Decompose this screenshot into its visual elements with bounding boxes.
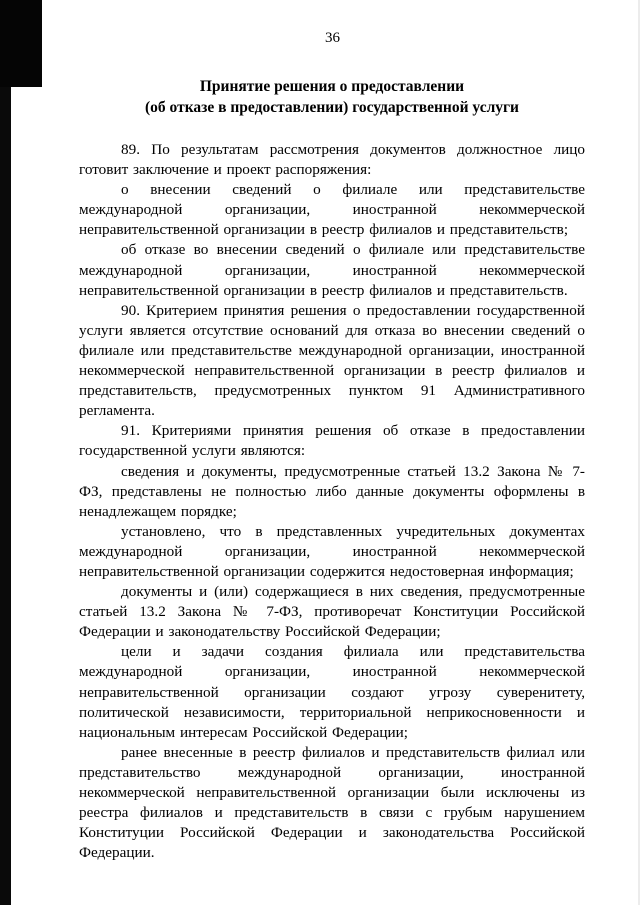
- body-text: [79, 140, 585, 863]
- paragraph: документы и (или) содержащиеся в них сведения, предусмотренные статьей 13.2 Закона № 7-ФЗ, противоречат Конституции Российской Федерации и законодательству Российской Федерации;: [79, 583, 585, 641]
- paragraph: ранее внесенные в реестр филиалов и представительств филиал или представительство международной организации, иностранной некоммерческой неправительственной организации были исключены из реестра филиалов и представительств в связи с грубым нарушением Конституции Российской Федерации и законодательства Российской Федерации.: [79, 743, 585, 862]
- paragraph: 89. По результатам рассмотрения документов должностное лицо готовит заключение и проект распоряжения:: [79, 141, 585, 179]
- paragraph: сведения и документы, предусмотренные статьей 13.2 Закона № 7-ФЗ, представлены не полностью либо данные документы оформлены в ненадлежащем порядке;: [79, 462, 585, 520]
- page-number: 36: [325, 30, 340, 46]
- section-heading-line-1: Принятие решения о предоставлении: [199, 78, 465, 95]
- left-margin-scan-bar: [0, 0, 11, 905]
- page-content: [79, 76, 585, 863]
- paragraph: об отказе во внесении сведений о филиале или представительстве международной организации, иностранной некоммерческой неправительственной организации в реестр филиалов и представительств.: [79, 241, 585, 299]
- paragraph: установлено, что в представленных учредительных документах международной организации, иностранной некоммерческой неправительственной организации содержится недостоверная информация;: [79, 522, 585, 580]
- paragraph: 90. Критерием принятия решения о предоставлении государственной услуги является отсутствие оснований для отказа во внесении сведений о филиале или представительстве международной организации, иностранной некоммерческой неправительственной организации в реестр филиалов и представительств, предусмотренных пунктом 91 Административного регламента.: [79, 301, 585, 420]
- paragraph: 91. Критериями принятия решения об отказе в предоставлении государственной услуги являются:: [79, 422, 585, 460]
- section-heading-line-2: (об отказе в предоставлении) государственной услуги: [145, 99, 519, 116]
- top-left-corner-block: [0, 0, 42, 87]
- paragraph: о внесении сведений о филиале или представительстве международной организации, иностранной некоммерческой неправительственной организации в реестр филиалов и представительств;: [79, 181, 585, 239]
- section-heading: [79, 76, 585, 118]
- paragraph: цели и задачи создания филиала или представительства международной организации, иностранной некоммерческой неправительственной организации создают угрозу суверенитету, политической независимости, территориальной неприкосновенности и национальным интересам Российской Федерации;: [79, 643, 585, 741]
